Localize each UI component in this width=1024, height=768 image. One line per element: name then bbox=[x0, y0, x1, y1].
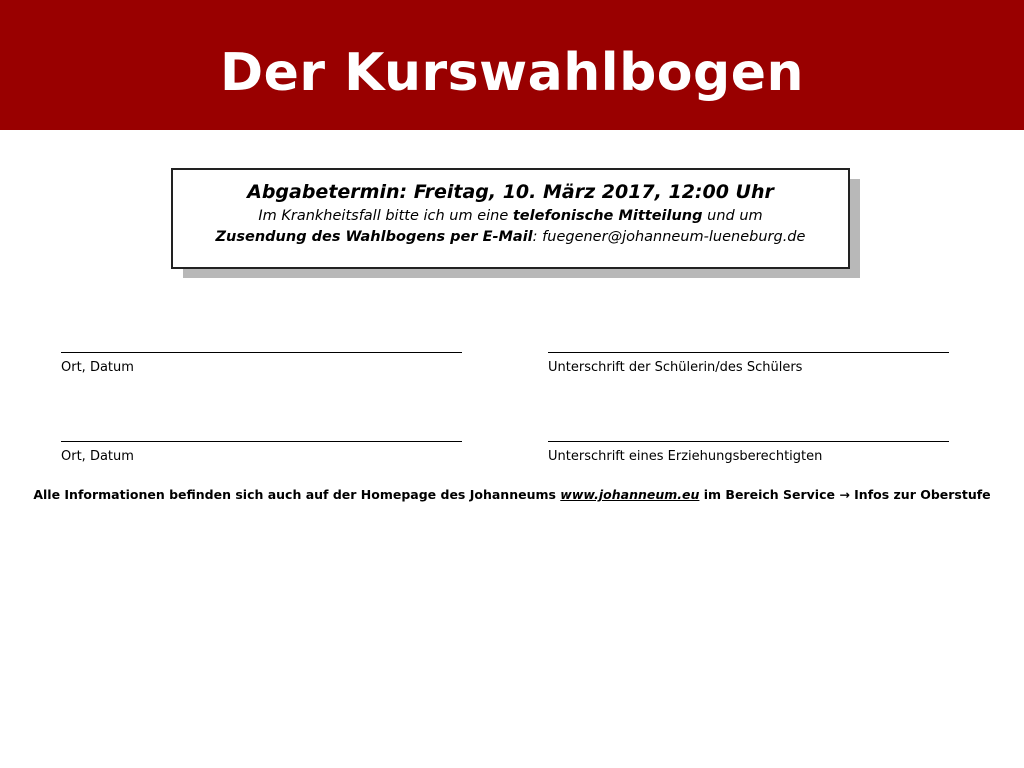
signature-line-student bbox=[548, 352, 949, 353]
homepage-link[interactable]: www.johanneum.eu bbox=[560, 487, 700, 502]
info-pre: Alle Informationen befinden sich auch auf der Homepage des Johanneums bbox=[33, 487, 561, 502]
notice-line-email bbox=[173, 227, 848, 248]
signature-line-place-date-2 bbox=[61, 441, 462, 442]
notice-line2-bold: telefonische Mitteilung bbox=[512, 208, 703, 224]
info-post: im Bereich Service → Infos zur Oberstufe bbox=[699, 487, 991, 502]
label-guardian-signature: Unterschrift eines Erziehungsberechtigten bbox=[548, 449, 823, 464]
notice-line3-post: : fuegener@johanneum-lueneburg.de bbox=[532, 229, 806, 245]
slide-title: Der Kurswahlbogen bbox=[219, 43, 805, 103]
notice-line-illness bbox=[173, 206, 848, 227]
signature-line-place-date-1 bbox=[61, 352, 462, 353]
signature-line-guardian bbox=[548, 441, 949, 442]
title-bar bbox=[0, 0, 1024, 130]
info-footer bbox=[0, 486, 1024, 504]
label-place-date-1: Ort, Datum bbox=[61, 360, 134, 375]
notice-line2-post: und um bbox=[702, 208, 763, 224]
label-place-date-2: Ort, Datum bbox=[61, 449, 134, 464]
notice-line2-pre: Im Krankheitsfall bitte ich um eine bbox=[258, 208, 513, 224]
notice-line3-bold: Zusendung des Wahlbogens per E-Mail bbox=[215, 229, 533, 245]
deadline-notice-box bbox=[171, 168, 850, 269]
deadline-text: Abgabetermin: Freitag, 10. März 2017, 12:00 Uhr bbox=[247, 181, 774, 203]
label-student-signature: Unterschrift der Schülerin/des Schülers bbox=[548, 360, 803, 375]
